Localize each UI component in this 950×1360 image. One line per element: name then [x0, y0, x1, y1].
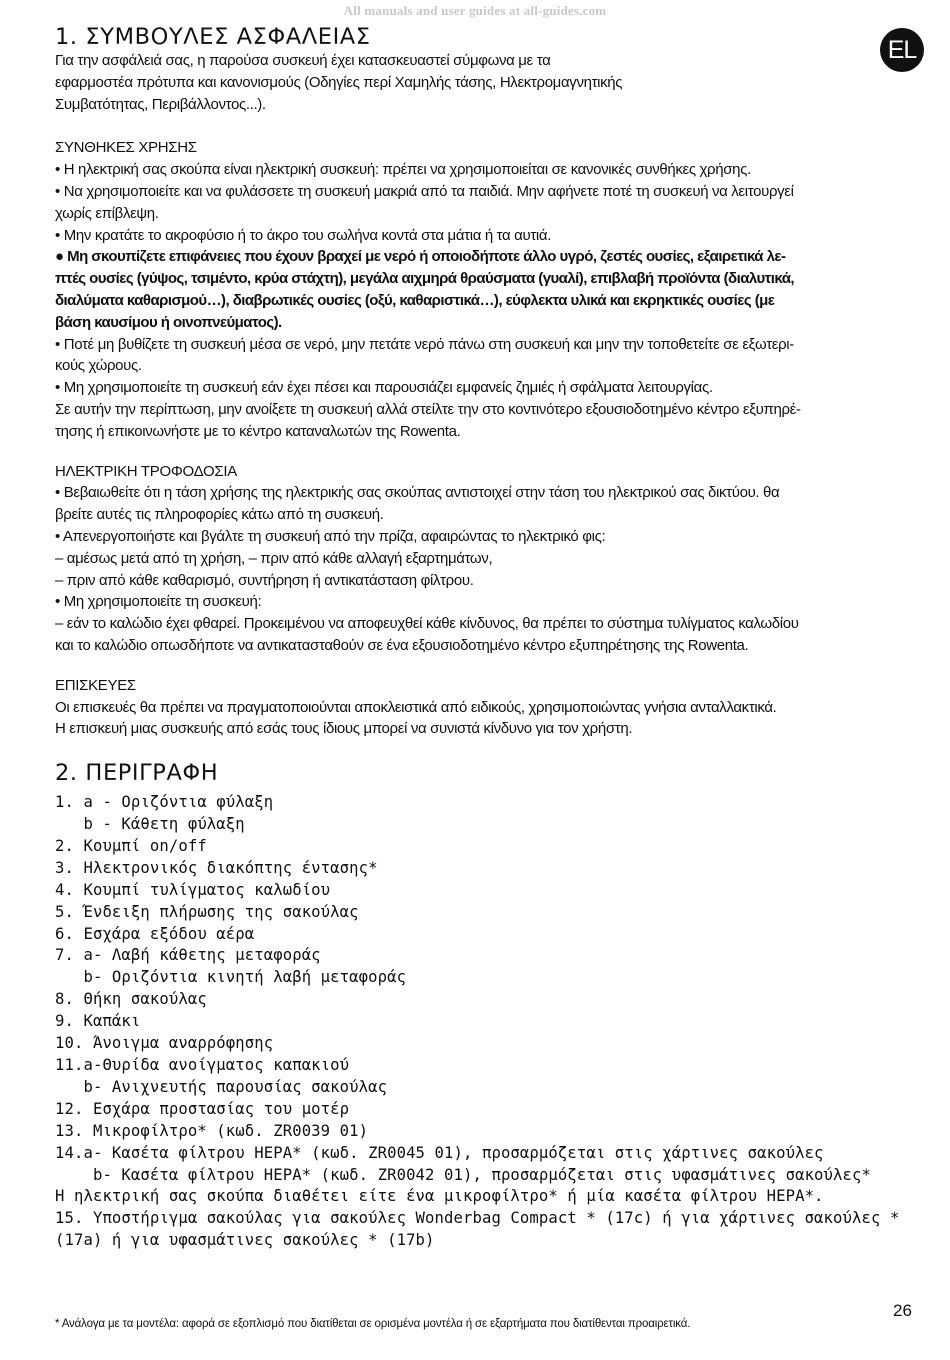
description-item: 13. Μικροφίλτρο* (κωδ. ZR0039 01) — [55, 1121, 369, 1140]
description-item: 6. Εσχάρα εξόδου αέρα — [55, 924, 255, 943]
intro-line: εφαρμοστέα πρότυπα και κανονισμούς (Οδηγίες περί Χαμηλής τάσης, Ηλεκτρομαγνητικής — [55, 73, 623, 91]
description-item: 14.a- Κασέτα φίλτρου HEPA* (κωδ. ZR0045 01), προσαρμόζεται στις χάρτινες σακούλες — [55, 1143, 824, 1162]
power-text — [55, 482, 920, 656]
description-item: 5. Ένδειξη πλήρωσης της σακούλας — [55, 902, 359, 921]
usage-line: • Η ηλεκτρική σας σκούπα είναι ηλεκτρική συσκευή: πρέπει να χρησιμοποιείται σε κανονικές συνθήκες χρήσης. — [55, 161, 751, 179]
description-item: (17a) ή για υφασμάτινες σακούλες * (17b) — [55, 1231, 435, 1250]
usage-line: Σε αυτήν την περίπτωση, μην ανοίξετε τη συσκευή αλλά στείλτε την στο κοντινότερο εξουσιοδοτημένο κέντρο εξυπηρέ- — [55, 400, 801, 418]
repairs-line: Οι επισκευές θα πρέπει να πραγματοποιούνται αποκλειστικά από ειδικούς, χρησιμοποιώντας γνήσια ανταλλακτικά. — [55, 698, 777, 716]
description-item: 3. Ηλεκτρονικός διακόπτης έντασης* — [55, 858, 378, 877]
repairs-text — [55, 697, 920, 741]
usage-line: χωρίς επίβλεψη. — [55, 204, 159, 222]
usage-line: • Ποτέ μη βυθίζετε τη συσκευή μέσα σε νερό, μην πετάτε νερό πάνω στη συσκευή και μην την τοποθετείτε σε εξωτερι- — [55, 335, 794, 353]
power-line: • Μη χρησιμοποιείτε τη συσκευή: — [55, 593, 262, 611]
description-item: b- Ανιχνευτής παρουσίας σακούλας — [55, 1077, 388, 1096]
usage-warning-line: διαλύματα καθαρισμού…), διαβρωτικές ουσίες (οξύ, καθαριστικά…), εύφλεκτα υλικά και εκρηκτικές ουσίες (με — [55, 291, 775, 309]
description-item: 2. Κουμπί on/off — [55, 836, 207, 855]
usage-line: κούς χώρους. — [55, 357, 142, 375]
page-number: 26 — [893, 1301, 912, 1320]
power-line: και το καλώδιο οπωσδήποτε να αντικατασταθούν σε ένα εξουσιοδοτημένο κέντρο εξυπηρέτησης της Rowenta. — [55, 636, 749, 654]
description-item: 12. Εσχάρα προστασίας του μοτέρ — [55, 1099, 350, 1118]
description-item: b- Οριζόντια κινητή λαβή μεταφοράς — [55, 968, 407, 987]
description-item: 7. a- Λαβή κάθετης μεταφοράς — [55, 946, 321, 965]
usage-text — [55, 159, 920, 442]
description-item: 11.a-Θυρίδα ανοίγματος καπακιού — [55, 1055, 350, 1074]
description-item: 4. Κουμπί τυλίγματος καλωδίου — [55, 880, 331, 899]
power-line: – αμέσως μετά από τη χρήση, – πριν από κάθε αλλαγή εξαρτημάτων, — [55, 549, 493, 567]
description-item: 10. Άνοιγμα αναρρόφησης — [55, 1034, 274, 1053]
intro-line: Συμβατότητας, Περιβάλλοντος...). — [55, 95, 266, 113]
repairs-line: Η επισκευή μιας συσκευής από εσάς τους ίδιους μπορεί να συνιστά κίνδυνο για τον χρήστη. — [55, 720, 633, 738]
manual-page-content — [55, 24, 920, 1252]
usage-heading: ΣΥΝΘΗΚΕΣ ΧΡΗΣΗΣ — [55, 139, 197, 157]
language-badge: EL — [880, 28, 924, 72]
usage-warning-line: πτές ουσίες (γύψος, τσιμέντο, κρύα στάχτη), μεγάλα αιχμηρά θραύσματα (γυαλί), επιβλαβή προϊόντα (διαλυτικά, — [55, 270, 794, 288]
section1-intro — [55, 50, 920, 115]
usage-line: • Μη χρησιμοποιείτε τη συσκευή εάν έχει πέσει και παρουσιάζει εμφανείς ζημιές ή σφάλματα λειτουργίας. — [55, 379, 713, 397]
power-line: βρείτε αυτές τις πληροφορίες κάτω από τη συσκευή. — [55, 506, 384, 524]
usage-warning-line: βάση καυσίμου ή οινοπνεύματος). — [55, 313, 282, 331]
description-item: 15. Υποστήριγμα σακούλας για σακούλες Wonderbag Compact * (17c) ή για χάρτινες σακούλες * — [55, 1209, 900, 1228]
description-item: 1. a - Οριζόντια φύλαξη — [55, 793, 274, 812]
usage-line: • Να χρησιμοποιείτε και να φυλάσσετε τη συσκευή μακριά από τα παιδιά. Μην αφήνετε ποτέ τη συσκευή να λειτουργεί — [55, 182, 794, 200]
usage-line: τησης ή επικοινωνήστε με το κέντρο καταναλωτών της Rowenta. — [55, 422, 461, 440]
watermark: All manuals and user guides at all-guides.com — [343, 3, 607, 18]
description-item: 8. Θήκη σακούλας — [55, 990, 207, 1009]
repairs-heading: ΕΠΙΣΚΕΥΕΣ — [55, 676, 136, 694]
power-line: – πριν από κάθε καθαρισμό, συντήρηση ή αντικατάσταση φίλτρου. — [55, 571, 474, 589]
description-list — [55, 792, 920, 1252]
section2-title: 2. ΠΕΡΙΓΡΑΦΗ — [55, 760, 219, 787]
section1-title: 1. ΣΥΜΒΟΥΛΕΣ ΑΣΦΑΛΕΙΑΣ — [55, 24, 371, 50]
description-item: b - Κάθετη φύλαξη — [55, 815, 245, 834]
footnote: * Ανάλογα με τα μοντέλα: αφορά σε εξοπλισμό που διατίθεται σε ορισμένα μοντέλα ή σε εξαρτήματα που διατίθενται προαιρετικά. — [55, 1318, 691, 1330]
usage-warning-line: ● Μη σκουπίζετε επιφάνειες που έχουν βραχεί με νερό ή οποιοδήποτε άλλο υγρό, ζεστές ουσίες, εξαιρετικά λε- — [55, 248, 786, 266]
power-line: – εάν το καλώδιο έχει φθαρεί. Προκειμένου να αποφευχθεί κάθε κίνδυνος, θα πρέπει το σύστημα τυλίγματος καλωδίου — [55, 615, 799, 633]
description-item: b- Κασέτα φίλτρου HEPA* (κωδ. ZR0042 01), προσαρμόζεται στις υφασμάτινες σακούλες* — [55, 1165, 871, 1184]
intro-line: Για την ασφάλειά σας, η παρούσα συσκευή έχει κατασκευαστεί σύμφωνα με τα — [55, 52, 551, 69]
power-line: • Βεβαιωθείτε ότι η τάση χρήσης της ηλεκτρικής σας σκούπας αντιστοιχεί στην τάση του ηλεκτρικού σας δικτύου. θα — [55, 484, 780, 502]
usage-line: • Μην κρατάτε το ακροφύσιο ή το άκρο του σωλήνα κοντά στα μάτια ή τα αυτιά. — [55, 226, 552, 244]
power-line: • Απενεργοποιήστε και βγάλτε τη συσκευή από την πρίζα, αφαιρώντας το ηλεκτρικό φις: — [55, 527, 606, 545]
power-heading: ΗΛΕΚΤΡΙΚΗ ΤΡΟΦΟΔΟΣΙΑ — [55, 462, 237, 480]
description-item: Η ηλεκτρική σας σκούπα διαθέτει είτε ένα μικροφίλτρο* ή μία κασέτα φίλτρου HEPA*. — [55, 1187, 824, 1206]
description-item: 9. Καπάκι — [55, 1012, 141, 1031]
